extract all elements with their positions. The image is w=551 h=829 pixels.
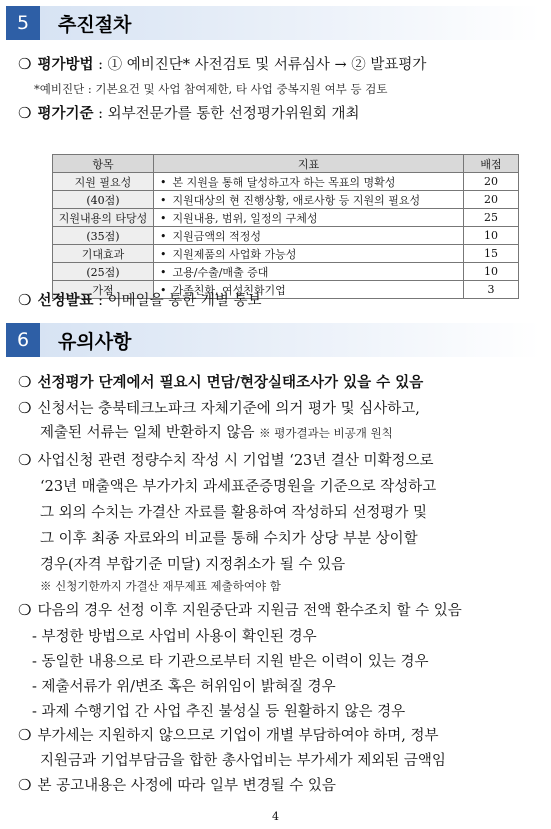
indicator-cell: • 가족친화, 여성친화기업	[154, 281, 464, 299]
circle-bullet-icon: ❍	[18, 601, 32, 619]
table-row	[53, 191, 519, 209]
table-row	[53, 209, 519, 227]
circle-bullet-icon: ❍	[18, 373, 32, 391]
header-points: 배점	[464, 155, 519, 173]
section-title: 유의사항	[40, 323, 541, 357]
header-item: 항목	[53, 155, 154, 173]
selection-announcement-line	[18, 289, 262, 310]
category-score-cell: (25점)	[53, 263, 154, 281]
header-indicator: 지표	[154, 155, 464, 173]
category-cell: 기대효과	[53, 245, 154, 263]
bullet-dot-icon: •	[160, 175, 167, 189]
category-cell: 지원내용의 타당성	[53, 209, 154, 227]
notice-item: ❍ 다음의 경우 선정 이후 지원중단과 지원금 전액 환수조치 할 수 있음	[18, 601, 462, 619]
table-row	[53, 227, 519, 245]
notice-item-continuation: ‘23년 매출액은 부가가치 과세표준증명원을 기준으로 작성하고	[40, 479, 437, 495]
points-cell: 10	[464, 263, 519, 281]
evaluation-criteria-label: 평가기준	[37, 105, 94, 122]
notice-item-continuation: 지원금과 기업부담금을 합한 총사업비는 부가세가 제외된 금액임	[40, 753, 446, 769]
evaluation-table	[52, 154, 519, 299]
circle-bullet-icon: ❍	[18, 451, 32, 469]
provisional-financials-note: ※ 신청기한까지 가결산 재무제표 제출하여야 함	[40, 579, 281, 593]
circle-bullet-icon: ❍	[18, 726, 32, 744]
section-6-header	[6, 323, 541, 357]
indicator-cell: • 지원내용, 범위, 일정의 구체성	[154, 209, 464, 227]
notice-subitem: - 동일한 내용으로 타 기관으로부터 지원 받은 이력이 있는 경우	[32, 654, 429, 670]
circle-bullet-icon: ❍	[18, 55, 32, 73]
selection-announcement-label: 선정발표	[37, 292, 94, 309]
evaluation-criteria-line	[18, 102, 360, 123]
evaluation-criteria-text: : 외부전문가를 통한 선정평가위원회 개최	[93, 106, 360, 122]
section-number: 5	[6, 6, 40, 40]
page-number: 4	[272, 810, 279, 823]
evaluation-results-note: ※ 평가결과는 비공개 원칙	[259, 426, 393, 440]
notice-item-continuation: 그 이후 최종 자료와의 비교를 통해 수치가 상당 부분 상이할	[40, 531, 418, 547]
notice-item: ❍ 선정평가 단계에서 필요시 면담/현장실태조사가 있을 수 있음	[18, 373, 424, 391]
indicator-cell: • 고용/수출/매출 증대	[154, 263, 464, 281]
notice-item: ❍ 부가세는 지원하지 않으므로 기업이 개별 부담하여야 하며, 정부	[18, 726, 439, 744]
points-cell: 20	[464, 191, 519, 209]
bullet-dot-icon: •	[160, 229, 167, 243]
indicator-cell: • 지원대상의 현 진행상황, 애로사항 등 지원의 필요성	[154, 191, 464, 209]
notice-item: ❍ 본 공고내용은 사정에 따라 일부 변경될 수 있음	[18, 776, 336, 794]
points-cell: 3	[464, 281, 519, 299]
points-cell: 10	[464, 227, 519, 245]
points-cell: 20	[464, 173, 519, 191]
evaluation-method-label: 평가방법	[37, 56, 94, 73]
notice-item-continuation: 그 외의 수치는 가결산 자료를 활용하여 작성하되 선정평가 및	[40, 505, 428, 521]
category-score-cell: (40점)	[53, 191, 154, 209]
indicator-cell: • 지원금액의 적정성	[154, 227, 464, 245]
notice-item-continuation: 경우(자격 부합기준 미달) 지정취소가 될 수 있음	[40, 557, 346, 573]
notice-subitem: - 제출서류가 위/변조 혹은 허위임이 밝혀질 경우	[32, 679, 336, 695]
notice-item: ❍ 신청서는 충북테크노파크 자체기준에 의거 평가 및 심사하고,	[18, 399, 420, 417]
circle-bullet-icon: ❍	[18, 776, 32, 794]
circle-bullet-icon: ❍	[18, 104, 32, 122]
bullet-dot-icon: •	[160, 247, 167, 261]
circle-bullet-icon: ❍	[18, 399, 32, 417]
category-score-cell: (35점)	[53, 227, 154, 245]
notice-subitem: - 부정한 방법으로 사업비 사용이 확인된 경우	[32, 629, 317, 645]
table-row	[53, 263, 519, 281]
table-row	[53, 173, 519, 191]
points-cell: 25	[464, 209, 519, 227]
table-row	[53, 245, 519, 263]
circle-bullet-icon: ❍	[18, 291, 32, 309]
bullet-dot-icon: •	[160, 283, 167, 297]
category-cell: 가점	[53, 281, 154, 299]
notice-subitem: - 과제 수행기업 간 사업 추진 불성실 등 원활하지 않은 경우	[32, 704, 406, 720]
category-cell: 지원 필요성	[53, 173, 154, 191]
bullet-dot-icon: •	[160, 265, 167, 279]
notice-item: ❍ 사업신청 관련 정량수치 작성 시 기업별 ‘23년 결산 미확정으로	[18, 451, 434, 469]
points-cell: 15	[464, 245, 519, 263]
table-header-row	[53, 155, 519, 173]
evaluation-method-text: : ① 예비진단* 사전검토 및 서류심사 → ② 발표평가	[93, 57, 427, 73]
section-5-header	[6, 6, 541, 40]
evaluation-method-line	[18, 53, 426, 74]
bullet-dot-icon: •	[160, 193, 167, 207]
selection-announcement-text: : 이메일을 통한 개별 통보	[93, 293, 262, 309]
section-number: 6	[6, 323, 40, 357]
notice-item-continuation: 제출된 서류는 일체 반환하지 않음 ※ 평가결과는 비공개 원칙	[40, 425, 393, 441]
indicator-cell: • 본 지원을 통해 달성하고자 하는 목표의 명확성	[154, 173, 464, 191]
section-title: 추진절차	[40, 6, 541, 40]
bullet-dot-icon: •	[160, 211, 167, 225]
preliminary-diagnosis-note: *예비진단 : 기본요건 및 사업 참여제한, 타 사업 중복지원 여부 등 검토	[34, 82, 388, 96]
indicator-cell: • 지원제품의 사업화 가능성	[154, 245, 464, 263]
